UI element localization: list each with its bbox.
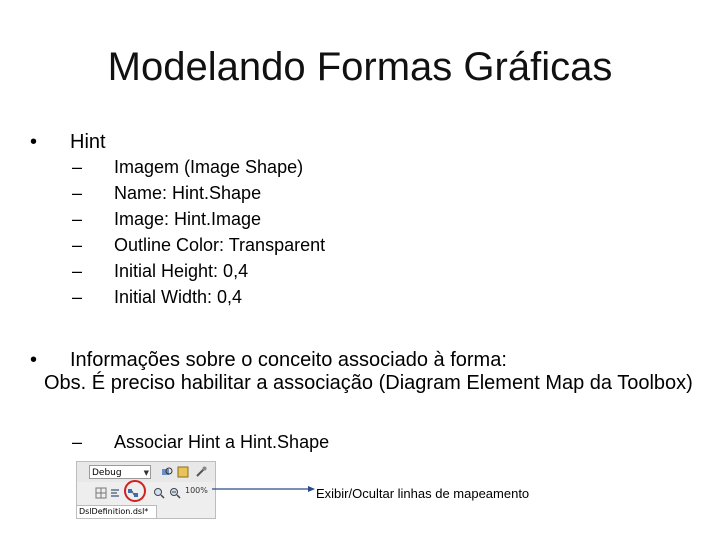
list-item-text: Imagem (Image Shape): [114, 157, 304, 177]
zoom-level[interactable]: 100%: [185, 486, 208, 495]
bullet-marker: •: [30, 349, 38, 371]
list-item: [72, 180, 325, 206]
list-item: [72, 258, 325, 284]
page-title: Modelando Formas Gráficas: [107, 45, 613, 89]
list-item: [72, 206, 325, 232]
config-icon[interactable]: [177, 466, 189, 478]
bullet-hint-label: Hint: [70, 131, 106, 153]
annotation-caption: Exibir/Ocultar linhas de mapeamento: [316, 486, 530, 501]
zoom-out-icon[interactable]: [169, 487, 181, 499]
sub-item-associate: [72, 429, 329, 455]
zoom-in-icon[interactable]: [153, 487, 165, 499]
list-item: [72, 232, 325, 258]
dash-marker: –: [72, 209, 83, 229]
tools-icon[interactable]: [195, 466, 207, 478]
grid-icon[interactable]: [95, 487, 107, 499]
find-icon[interactable]: [161, 466, 173, 478]
highlight-ring: [124, 480, 146, 502]
config-combo-value: Debug: [92, 468, 122, 478]
sub-item-text: Associar Hint a Hint.Shape: [114, 432, 330, 452]
list-item-text: Initial Width: 0,4: [114, 287, 243, 307]
arrow-connector: [212, 484, 316, 494]
dash-marker: –: [72, 287, 83, 307]
bullet-info: [30, 347, 507, 373]
list-item-text: Name: Hint.Shape: [114, 183, 262, 203]
bullet-marker: •: [30, 131, 38, 153]
list-item: [72, 154, 325, 180]
document-tab[interactable]: DslDefinition.dsl*: [77, 505, 157, 518]
dash-marker: –: [72, 432, 83, 452]
config-combo[interactable]: [89, 465, 151, 479]
toolbar-row-top: [77, 462, 215, 482]
list-item-text: Image: Hint.Image: [114, 209, 262, 229]
hint-properties-list: [72, 154, 325, 310]
toolbar-screenshot: [76, 461, 216, 519]
note-paragraph: Obs. É preciso habilitar a associação (Diagram Element Map da Toolbox): [44, 372, 693, 394]
dash-marker: –: [72, 183, 83, 203]
chevron-down-icon: ▼: [143, 469, 149, 477]
dash-marker: –: [72, 261, 83, 281]
dash-marker: –: [72, 157, 83, 177]
bullet-info-label: Informações sobre o conceito associado à forma:: [70, 349, 507, 371]
bullet-hint: [30, 129, 106, 155]
list-item-text: Initial Height: 0,4: [114, 261, 249, 281]
list-item-text: Outline Color: Transparent: [114, 235, 326, 255]
dash-marker: –: [72, 235, 83, 255]
list-item: [72, 284, 325, 310]
align-icon[interactable]: [109, 487, 121, 499]
